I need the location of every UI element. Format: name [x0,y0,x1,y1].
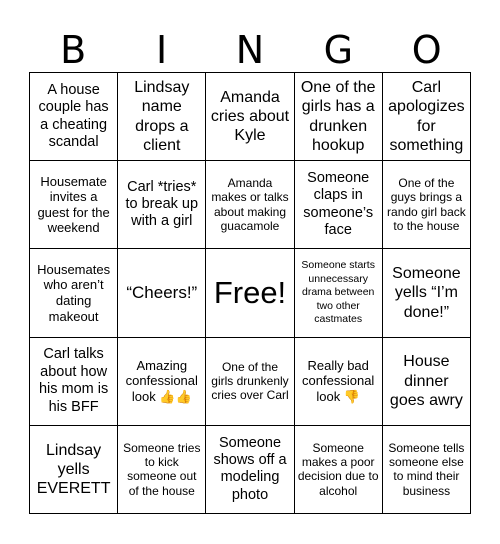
bingo-cell: Amanda makes or talks about making guacamole [206,161,294,249]
bingo-cell: One of the guys brings a rando girl back to the house [383,161,471,249]
header-letter-o: O [411,28,442,72]
bingo-grid [29,72,471,514]
bingo-cell: House dinner goes awry [383,338,471,426]
bingo-cell: Housemates who aren’t dating makeout [30,249,118,337]
bingo-cell: Really bad confessional look 👎 [295,338,383,426]
bingo-cell: One of the girls has a drunken hookup [295,73,383,161]
bingo-cell: Carl talks about how his mom is his BFF [30,338,118,426]
free-space: Free! [206,249,294,337]
bingo-cell: Lindsay yells EVERETT [30,426,118,514]
header-letter-i: I [155,28,168,72]
header-letter-n: N [235,28,265,72]
bingo-cell: Lindsay name drops a client [118,73,206,161]
bingo-cell: Someone tells someone else to mind their business [383,426,471,514]
bingo-cell: Someone yells “I’m done!” [383,249,471,337]
bingo-cell: “Cheers!” [118,249,206,337]
bingo-cell: Someone starts unnecessary drama between two other castmates [295,249,383,337]
bingo-cell: Someone tries to kick someone out of the house [118,426,206,514]
bingo-cell: Carl *tries* to break up with a girl [118,161,206,249]
header-letter-b: B [60,28,87,72]
bingo-cell: One of the girls drunkenly cries over Carl [206,338,294,426]
bingo-cell: Someone makes a poor decision due to alcohol [295,426,383,514]
bingo-cell: Amanda cries about Kyle [206,73,294,161]
bingo-cell: Someone shows off a modeling photo [206,426,294,514]
bingo-cell: Housemate invites a guest for the weekend [30,161,118,249]
header-letter-g: G [323,28,354,72]
bingo-cell: Someone claps in someone’s face [295,161,383,249]
bingo-cell: A house couple has a cheating scandal [30,73,118,161]
bingo-cell: Carl apologizes for something [383,73,471,161]
bingo-header [29,28,471,72]
bingo-cell: Amazing confessional look 👍👍 [118,338,206,426]
